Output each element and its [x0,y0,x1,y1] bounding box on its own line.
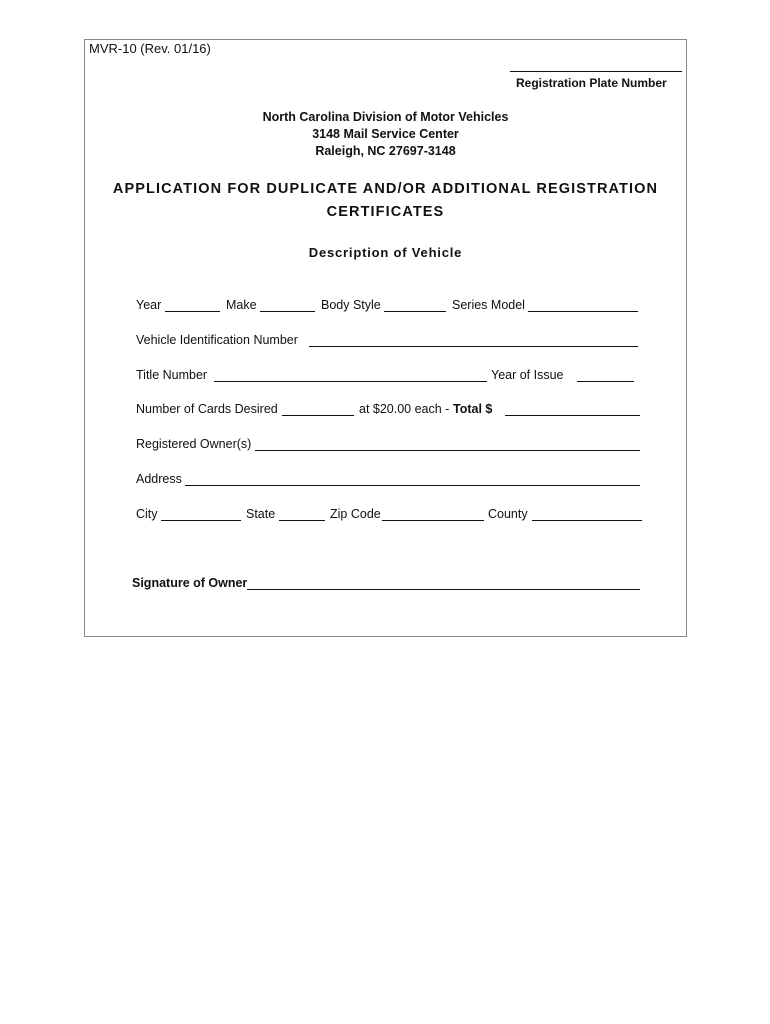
total-field[interactable] [505,415,640,416]
zip-code-label: Zip Code [330,507,381,521]
body-style-label: Body Style [321,298,381,312]
title-number-field[interactable] [214,381,487,382]
series-model-label: Series Model [452,298,525,312]
address-label: Address [136,472,182,486]
year-field[interactable] [165,311,220,312]
make-field[interactable] [260,311,315,312]
form-title-line2: CERTIFICATES [326,204,445,220]
total-label: Total $ [453,402,493,416]
cards-desired-label: Number of Cards Desired [136,402,278,416]
section-title: Description of Vehicle [308,245,463,260]
signature-label: Signature of Owner [132,576,248,590]
year-of-issue-field[interactable] [577,381,634,382]
body-style-field[interactable] [384,311,446,312]
vin-field[interactable] [309,346,638,347]
agency-address-line2: Raleigh, NC 27697-3148 [315,144,456,158]
make-label: Make [226,298,257,312]
vin-label: Vehicle Identification Number [136,333,298,347]
county-field[interactable] [532,520,642,521]
form-title-line1: APPLICATION FOR DUPLICATE AND/OR ADDITIONAL REGISTRATION [112,181,659,197]
registration-plate-label: Registration Plate Number [516,76,667,90]
title-number-label: Title Number [136,368,208,382]
price-each-label: at $20.00 each - [359,402,450,416]
registered-owner-label: Registered Owner(s) [136,437,252,451]
registered-owner-field[interactable] [255,450,640,451]
year-of-issue-label: Year of Issue [491,368,564,382]
form-id: MVR-10 (Rev. 01/16) [89,41,211,56]
signature-field[interactable] [247,589,640,590]
registration-plate-number-field[interactable] [510,71,682,72]
state-field[interactable] [279,520,325,521]
county-label: County [488,507,528,521]
cards-desired-field[interactable] [282,415,354,416]
year-label: Year [136,298,162,312]
agency-name: North Carolina Division of Motor Vehicles [262,110,509,124]
state-label: State [246,507,276,521]
series-model-field[interactable] [528,311,638,312]
zip-code-field[interactable] [382,520,484,521]
city-label: City [136,507,158,521]
address-field[interactable] [185,485,640,486]
city-field[interactable] [161,520,241,521]
agency-address-line1: 3148 Mail Service Center [312,127,459,141]
